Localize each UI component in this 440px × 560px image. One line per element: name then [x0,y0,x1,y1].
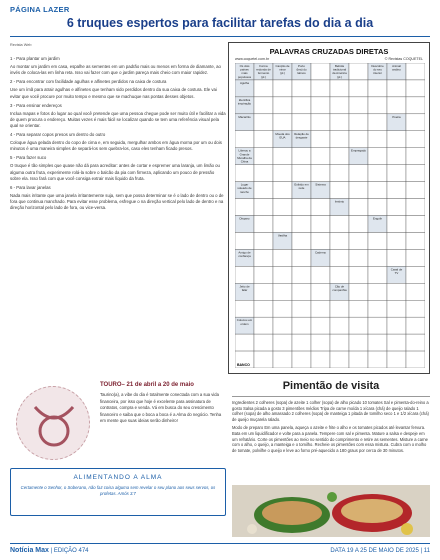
answer-cell[interactable] [387,80,406,97]
answer-cell[interactable] [406,334,425,351]
answer-cell[interactable] [368,351,387,368]
answer-cell[interactable] [254,249,273,266]
recipe-divider [232,396,430,397]
page-title: 6 truques espertos para facilitar tarefas do dia a dia [66,16,374,30]
answer-cell[interactable] [368,199,387,216]
answer-cell[interactable] [349,63,368,80]
answer-cell[interactable] [254,266,273,283]
answer-cell[interactable] [387,351,406,368]
answer-cell[interactable] [254,283,273,300]
answer-cell[interactable] [368,232,387,249]
tip-3-title: 3 - Para ensinar endereços [10,102,62,108]
clue-text: populosos [237,74,252,79]
answer-cell[interactable] [311,351,330,368]
footer-divider [10,543,430,544]
answer-cell[interactable] [349,283,368,300]
recipe-text [232,400,430,456]
answer-cell[interactable] [330,317,349,334]
answer-cell[interactable] [349,182,368,199]
clue-text: Bebida [334,64,345,68]
clue-text: Porto [298,64,305,68]
tip-4-title: 4 - Para separar copos presos um dentro do outro [10,132,106,138]
answer-cell[interactable] [349,300,368,317]
clue-text: Grande [239,152,250,157]
answer-cell[interactable] [368,283,387,300]
crossword-title: PALAVRAS CRUZADAS DIRETAS [269,47,389,56]
tip-5-text: O truque é tão simples que quase não dá para acreditar: antes de cortar e espremer uma laranja, um limão ou alguma outra fruta, experimente rolá-la sobre o balcão da pia com firmeza, aplicando um pouco de pressão sobre ela. Isso fará com que você consiga extrair mais líquido da fruta. [10,163,220,181]
footer-page-separator: | [420,548,423,554]
answer-cell[interactable] [311,131,330,148]
article-byline: Revista Web [10,43,32,47]
recipe-ingredients: Ingredientes 2 colheres (sopa) de azeite 1 colher (sopa) de alho picado 10 tomates Sal e pimenta-do-reino a gosto Salsa picada a gosto 3 pimentões médios Tripa de carne moída 1 xícara (chá) de queijo ralado 1 colher (sopa) de alho amassado 2 colheres (sopa) de manteiga 1 pitada de tomilho seco 1 e 1/2 xícara (chá) de queijo muçarela ralado. [232,400,429,422]
clue-text: ninar [279,67,286,72]
clue-text: do seu [373,67,382,72]
tip-3-text: Inclua mapas e fotos do lugar ao qual você pretende que uma pessoa chegue pode ser muito útil e facilitar a vida de quem procura o endereço. Muitas vezes é mais fácil se localizar quando se tem uma referência visual pela qual se orientar. [10,110,226,128]
answer-cell[interactable] [292,334,311,351]
clue-text: Lugar [240,182,249,187]
answer-cell[interactable] [273,80,292,97]
answer-cell[interactable] [273,300,292,317]
answer-cell[interactable] [311,334,330,351]
clue-text: andino [392,67,401,72]
answer-cell[interactable] [387,334,406,351]
answer-cell[interactable] [349,97,368,114]
answer-cell[interactable] [368,317,387,334]
answer-cell[interactable] [330,80,349,97]
horoscope-text: Taurino(a), a vibe do dia é totalmente conectada com a sua vida financeira, por isso que hoje é excelente para assinatura de contratos, compra e venda. Vá em busca do seu crescimento financeiro e saiba que o boca a boca é a Alma do negócio. Tenha em mente que suas ideias serão dinheiro! [100,392,222,423]
answer-cell[interactable] [292,317,311,334]
clue-text: (pl.) [337,74,342,79]
answer-cell[interactable] [292,249,311,266]
answer-cell[interactable] [330,266,349,283]
clue-text: (pl.) [280,71,285,76]
answer-cell[interactable] [406,97,425,114]
answer-cell[interactable] [235,199,254,216]
answer-cell[interactable] [387,232,406,249]
answer-cell[interactable] [330,165,349,182]
answer-cell[interactable] [311,232,330,249]
answer-cell[interactable] [349,334,368,351]
answer-cell[interactable] [254,317,273,334]
answer-cell[interactable] [406,63,425,80]
answer-cell[interactable] [311,300,330,317]
clue-text: latinos [297,71,306,76]
answer-cell[interactable] [235,131,254,148]
clue-text: Sistema [315,182,326,187]
answer-cell[interactable] [330,351,349,368]
tip-5-title: 5 - Para fazer suco [10,155,47,161]
stuffed-peppers-photo [232,485,430,537]
answer-cell[interactable] [368,182,387,199]
answer-cell[interactable] [273,216,292,233]
answer-cell[interactable] [273,165,292,182]
answer-cell[interactable] [254,165,273,182]
answer-cell[interactable] [387,317,406,334]
clue-text: (bra) do [296,67,307,72]
answer-cell[interactable] [330,300,349,317]
tip-6-title: 6 - Para lavar janelas [10,184,51,190]
answer-cell[interactable] [273,114,292,131]
answer-cell[interactable] [292,80,311,97]
answer-cell[interactable] [273,351,292,368]
answer-cell[interactable] [292,165,311,182]
clue-text: países [240,67,249,72]
footer-date-page [330,548,430,554]
clue-text: Macarrão [238,114,251,119]
answer-cell[interactable] [273,317,292,334]
clue-text: rede [298,186,305,191]
answer-cell[interactable] [273,249,292,266]
clue-text: Descobre [371,64,384,68]
clue-text: Muralha da [237,155,252,160]
answer-cell[interactable] [330,232,349,249]
answer-cell[interactable] [311,283,330,300]
clue-text: Forma [259,64,268,68]
footer-brand: Notícia Max [10,547,49,554]
clue-text: Empregado [351,148,366,153]
clue-text: Identifica [238,97,251,102]
answer-cell[interactable] [349,216,368,233]
answer-cell[interactable] [387,249,406,266]
answer-cell[interactable] [235,300,254,317]
answer-cell[interactable] [254,80,273,97]
clue-text: Cão de [334,284,345,289]
answer-cell[interactable] [368,300,387,317]
clue-text: Animal [392,64,401,68]
answer-cell[interactable] [330,114,349,131]
answer-cell[interactable] [406,165,425,182]
answer-cell[interactable] [292,216,311,233]
answer-cell[interactable] [292,300,311,317]
tip-1-title: 1 - Para plantar um jardim [10,56,60,62]
clue-text: Jeito de [239,284,250,289]
clue-text: Agulha [239,80,250,85]
answer-cell[interactable] [330,182,349,199]
crossword-banco-label: BANCO [237,363,250,367]
answer-cell[interactable] [330,249,349,266]
tip-6-text: Nada mais irritante que uma janela irritantemente suja, sem que possa determinar se é o lado de dentro ou o de fora que continua manchado. Para evitar esse problema, esfregue o na direção vertical pelo lado de dentro e na direção horizontal pelo lado de fora, ou vice-versa. [10,192,224,210]
clue-text: Disparo [239,216,250,221]
answer-cell[interactable] [273,266,292,283]
answer-cell[interactable] [311,63,330,80]
answer-cell[interactable] [273,97,292,114]
clue-text: soleado de [237,186,252,191]
answer-cell[interactable] [273,148,292,165]
answer-cell[interactable] [406,148,425,165]
answer-cell[interactable] [406,300,425,317]
answer-cell[interactable] [273,283,292,300]
clue-text: Canção de [275,64,290,68]
recipe-method: Modo de preparo Em uma panela, aqueça o azeite e frite o alho e os tomates picados até levantar fervura. Bata em um liquidificador e volte para a panela. Tempere com sal e pimenta. Mature a salsa e despeje em um refratário. Corte os pimentões ao meio no sentido do comprimento e retire as sementes. Misture a carne com o alho, o queijo, a manteiga e o tomilho. Recheie os pimentões com essa mistura. Cubra com o molho de tomate, polvilhe o queijo e leve ao forno pré-aquecido a 180 graus por cerca de 30 minutos. [232,425,428,453]
answer-cell[interactable] [406,216,425,233]
answer-cell[interactable] [387,165,406,182]
footer-date: DATA 19 A 25 DE MAIO DE 2025 [330,548,419,554]
answer-cell[interactable] [406,351,425,368]
answer-cell[interactable] [311,317,330,334]
answer-cell[interactable] [368,131,387,148]
footer-separator: | [50,548,53,554]
clue-text: Colocou em [236,318,253,323]
top-divider [10,36,430,37]
answer-cell[interactable] [387,216,406,233]
answer-cell[interactable] [311,216,330,233]
answer-cell[interactable] [349,351,368,368]
answer-cell[interactable] [368,334,387,351]
clue-text: mais [241,71,248,76]
answer-cell[interactable] [349,266,368,283]
answer-cell[interactable] [235,232,254,249]
answer-cell[interactable] [368,80,387,97]
answer-cell[interactable] [368,97,387,114]
answer-cell[interactable] [387,131,406,148]
answer-cell[interactable] [406,266,425,283]
answer-cell[interactable] [368,148,387,165]
clue-text: Caderno [314,250,327,255]
answer-cell[interactable] [387,148,406,165]
daily-verse-title: ALIMENTANDO A ALMA [73,474,163,481]
answer-cell[interactable] [330,334,349,351]
answer-cell[interactable] [254,97,273,114]
clue-text: China [240,159,249,164]
answer-cell[interactable] [368,249,387,266]
answer-cell[interactable] [311,199,330,216]
answer-cell[interactable] [311,114,330,131]
answer-cell[interactable] [254,182,273,199]
answer-cell[interactable] [235,334,254,351]
answer-cell[interactable] [273,334,292,351]
clue-text: Poeira [392,114,401,119]
clue-text: TV [394,270,399,275]
answer-cell[interactable] [311,97,330,114]
clue-text: inspiração [237,101,252,106]
answer-cell[interactable] [254,216,273,233]
answer-cell[interactable] [311,165,330,182]
daily-verse-text: Certamente o Senhor, o Soberano, não faz coisa alguma sem revelar o seu plano aos seus servos, os profetas. Amós 3:7 [20,485,216,496]
answer-cell[interactable] [235,165,254,182]
answer-cell[interactable] [368,266,387,283]
horoscope-title: TOURO– 21 de abril a 20 de maio [100,382,194,388]
clue-text: (pl.) [261,74,266,79]
horoscope [10,382,226,460]
answer-cell[interactable] [311,80,330,97]
answer-cell[interactable] [254,232,273,249]
crossword-site: www.coquetel.com.br [235,57,270,61]
crossword-grid [235,63,425,368]
answer-cell[interactable] [330,216,349,233]
answer-cell[interactable] [349,317,368,334]
answer-cell[interactable] [406,182,425,199]
answer-cell[interactable] [387,199,406,216]
crossword-copyright: © Revistas COQUETEL [384,57,423,61]
answer-cell[interactable] [349,165,368,182]
daily-verse-box [10,468,226,516]
footer-edition: EDIÇÃO 474 [53,548,89,554]
answer-cell[interactable] [406,232,425,249]
answer-cell[interactable] [349,114,368,131]
crossword-credits [229,56,429,63]
answer-cell[interactable] [254,131,273,148]
clue-text: desgaste [295,135,308,140]
answer-cell[interactable] [387,97,406,114]
answer-cell[interactable] [311,148,330,165]
answer-cell[interactable] [292,283,311,300]
answer-cell[interactable] [368,114,387,131]
clue-text: rancho [240,189,249,194]
answer-cell[interactable] [349,249,368,266]
clue-text: tradicional [332,67,347,72]
clue-text: Os dois [239,64,250,68]
answer-cell[interactable] [273,199,292,216]
answer-cell[interactable] [406,131,425,148]
answer-cell[interactable] [406,80,425,97]
answer-cell[interactable] [349,232,368,249]
tip-2-text: Use um ímã para atrair agulhas e alfinetes que tenham sido perdidos dentro da sua caixa de costura. Ele vai evitar que você procure por muito tempo e mesmo que se machuque nas pontas desses objetos. [10,87,217,99]
clue-text: redonda de [256,67,271,72]
recipe-photo [232,485,430,537]
answer-cell[interactable] [349,80,368,97]
answer-cell[interactable] [406,317,425,334]
clue-text: Instinto [334,199,345,204]
clue-text: Vasilha [277,233,288,238]
section-label: PÁGINA LAZER [10,5,70,14]
page-footer [10,547,430,554]
answer-cell[interactable] [292,351,311,368]
answer-cell[interactable] [292,232,311,249]
answer-cell[interactable] [330,148,349,165]
clue-text: Casal de [390,267,403,272]
answer-cell[interactable] [406,199,425,216]
answer-cell[interactable] [349,131,368,148]
answer-cell[interactable] [254,199,273,216]
answer-cell[interactable] [387,283,406,300]
tip-4-text: Coloque água gelada dentro do copo de cima e, em seguida, mergulhar ambos em água morna por um ou dois minutos é uma maneira simples de separá-los sem quebra-los, caso eles tenham ficado presos. [10,140,222,152]
answer-cell[interactable] [292,266,311,283]
answer-cell[interactable] [406,114,425,131]
tip-1-text: Ao montar um jardim em casa, espalhe as sementes em um padrão mais ou menos em forma de diamante, ao invés de coloca-las em linha reta. Isso vai fazer com que o jardim pareça mais cheio com maior rapidez. [10,64,221,76]
answer-cell[interactable] [292,114,311,131]
clue-text: confiança [238,253,251,258]
answer-cell[interactable] [254,300,273,317]
clue-text: companhia [332,287,347,292]
clue-text: EUA [279,135,286,140]
answer-cell[interactable] [368,165,387,182]
answer-cell[interactable] [406,283,425,300]
answer-cell[interactable] [254,351,273,368]
answer-cell[interactable] [406,249,425,266]
answer-cell[interactable] [273,182,292,199]
answer-cell[interactable] [254,334,273,351]
answer-cell[interactable] [292,97,311,114]
clue-text: Engolir [373,216,382,221]
answer-cell[interactable] [292,148,311,165]
clue-text: Amigo de [238,250,251,255]
answer-cell[interactable] [254,114,273,131]
clue-text: Exibido em [294,182,309,187]
taurus-illustration [16,386,90,460]
clue-text: interior [373,71,382,76]
answer-cell[interactable] [254,148,273,165]
recipe-title: Pimentão de visita [282,380,380,392]
answer-cell[interactable] [311,266,330,283]
crossword-puzzle [228,42,430,374]
answer-cell[interactable] [330,131,349,148]
answer-cell[interactable] [349,199,368,216]
answer-cell[interactable] [387,182,406,199]
answer-cell[interactable] [235,266,254,283]
footer-page-number: 11 [423,548,430,554]
clue-text: da América [332,71,347,76]
clue-text: ordem [240,321,249,326]
answer-cell[interactable] [387,300,406,317]
clue-text: Relação de [294,131,309,136]
clue-text: Moeda dos [275,131,290,136]
answer-cell[interactable] [330,97,349,114]
tip-2-title: 2 - Para encontrar com facilidade agulhas e alfinetes perdidos na caixa de costura [10,79,167,85]
clue-text: fermento [257,71,270,76]
answer-cell[interactable] [292,199,311,216]
tips-article [10,42,226,213]
taurus-icon [17,387,91,461]
clue-text: falar [241,287,248,292]
clue-text: Liberou a [238,148,251,153]
